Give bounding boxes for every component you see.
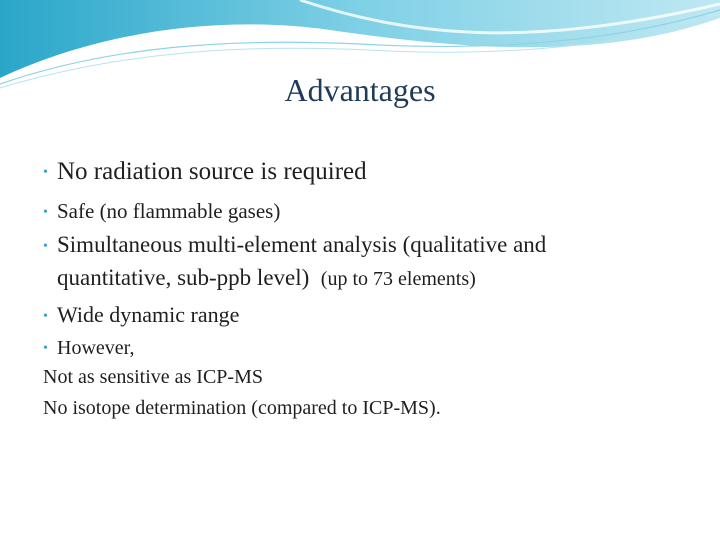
bullet-text: Simultaneous multi-element analysis (qualitative and <box>57 232 547 257</box>
bullet-item <box>43 337 135 360</box>
bullet-item <box>43 199 280 224</box>
bullet-item <box>43 232 546 258</box>
bullet-continuation-text: quantitative, sub-ppb level) <box>57 265 310 290</box>
bullet-icon: • <box>43 205 48 221</box>
bullet-text: However, <box>57 337 135 359</box>
bullet-icon: • <box>43 341 48 357</box>
slide-title: Advantages <box>284 72 436 108</box>
bullet-icon: • <box>43 238 48 254</box>
plain-line: Not as sensitive as ICP-MS <box>43 366 263 388</box>
bullet-icon: • <box>43 308 48 324</box>
bullet-item <box>43 158 367 186</box>
bullet-continuation <box>57 265 476 291</box>
bullet-item <box>43 302 239 328</box>
bullet-text: No radiation source is required <box>57 158 367 185</box>
bullet-text: Safe (no flammable gases) <box>57 199 281 223</box>
plain-line: No isotope determination (compared to ICP-MS). <box>43 397 441 419</box>
bullet-text: Wide dynamic range <box>57 302 240 327</box>
bullet-icon: • <box>43 165 48 181</box>
bullet-note: (up to 73 elements) <box>320 268 476 290</box>
